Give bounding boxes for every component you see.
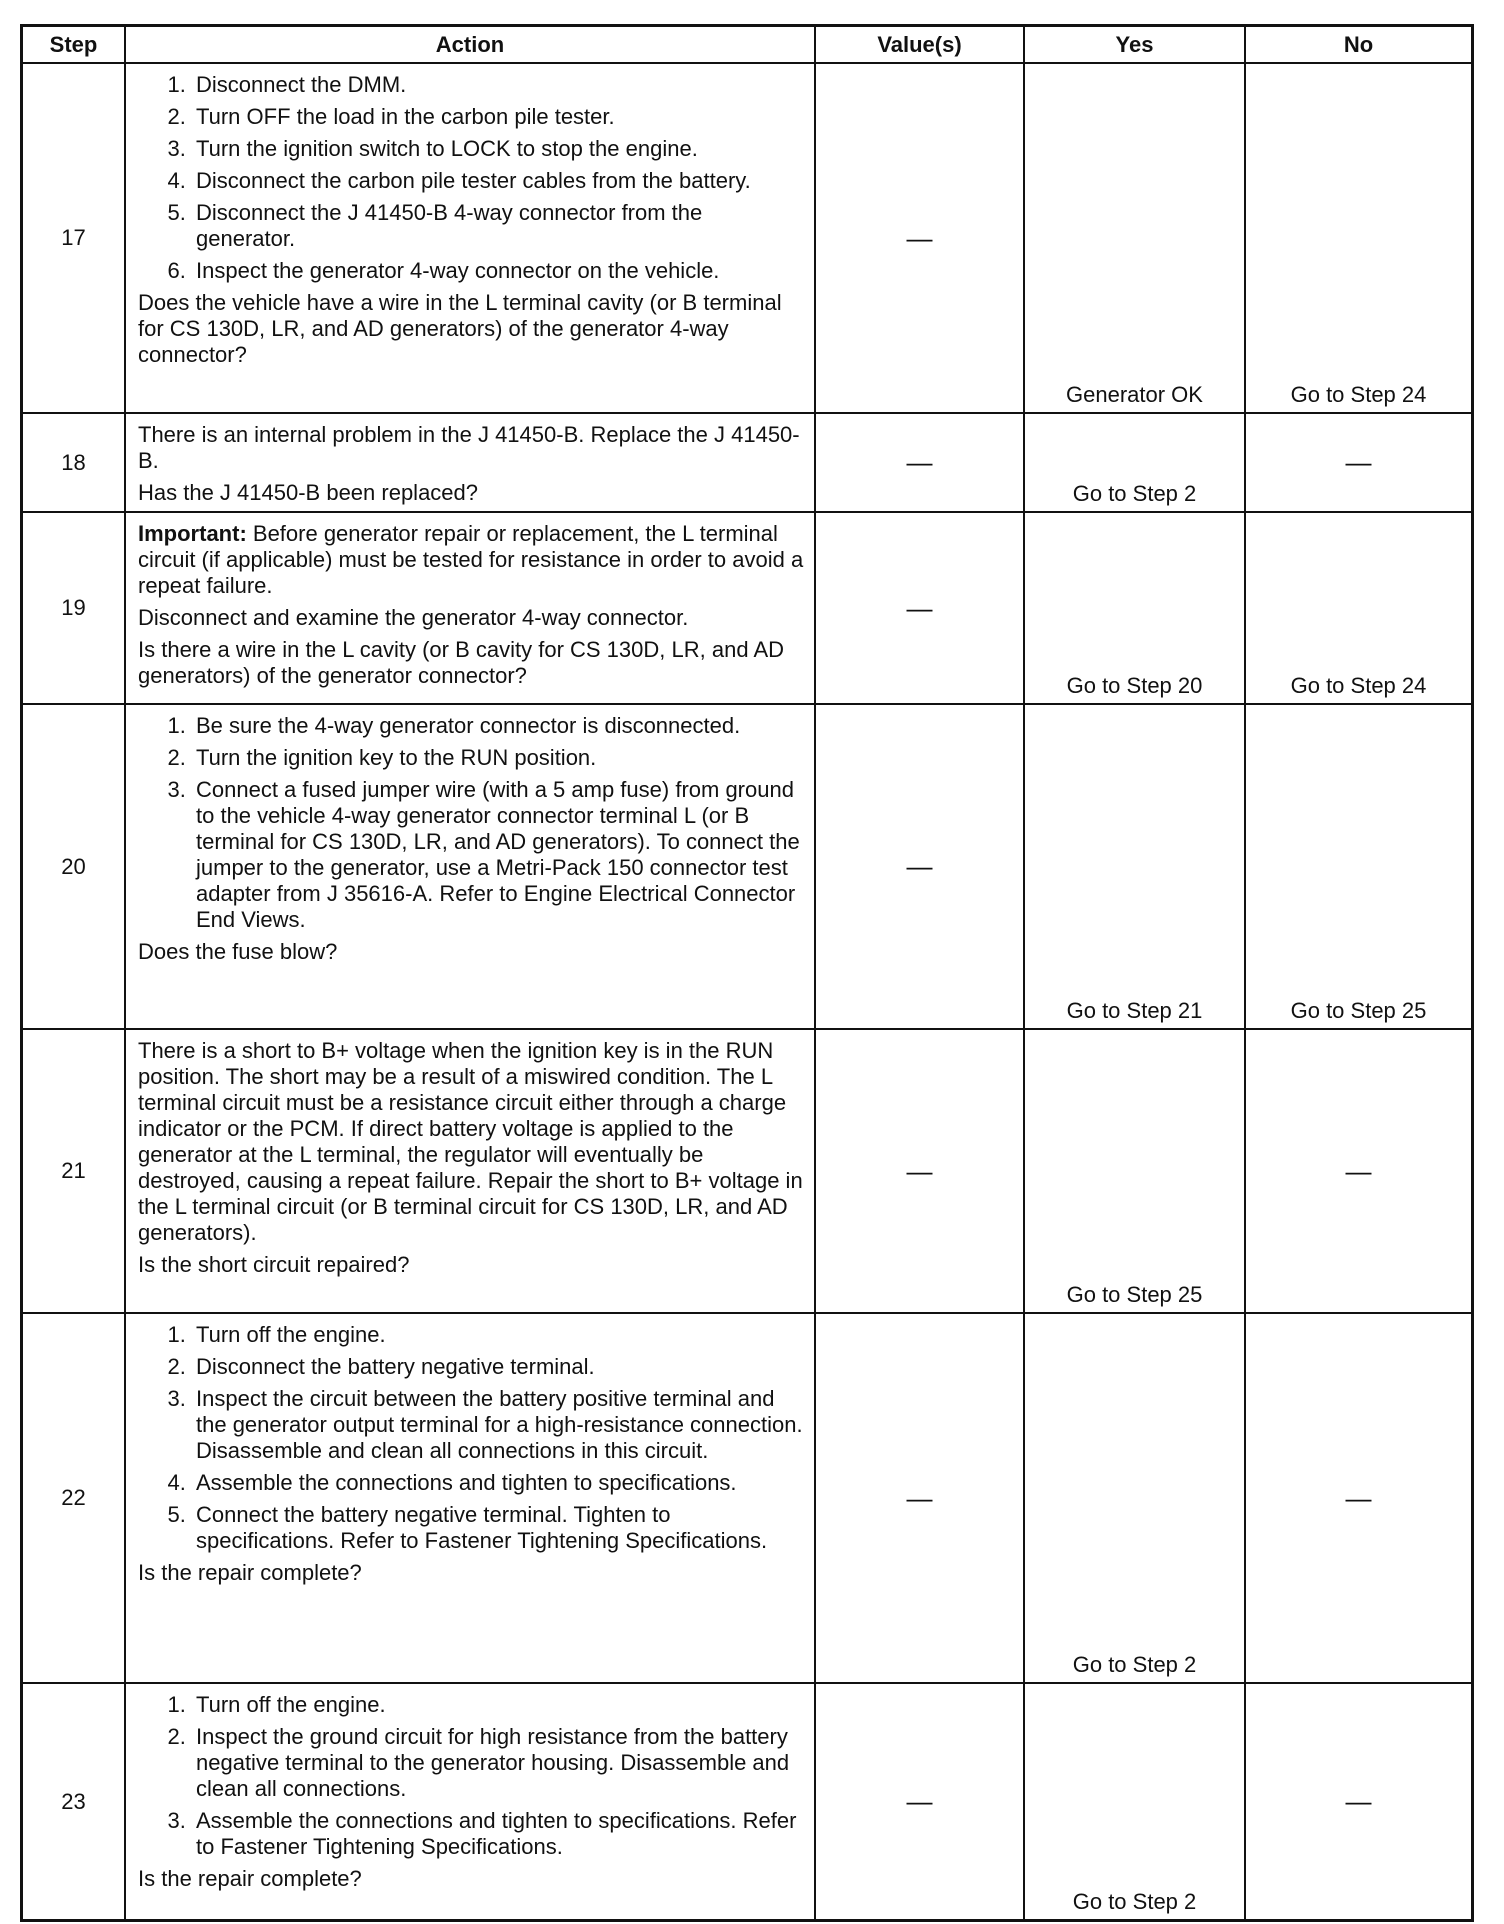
no-cell <box>1246 1030 1471 1312</box>
no-answer: Go to Step 24 <box>1290 673 1427 698</box>
table-row <box>23 705 1471 1030</box>
action-question: Is the repair complete? <box>138 1866 362 1891</box>
action-step: 1. Turn off the engine. <box>192 1322 804 1348</box>
action-question: Is there a wire in the L cavity (or B cavity for CS 130D, LR, and AD generators) of the generator connector? <box>138 637 785 688</box>
header-step: Step <box>23 27 126 62</box>
action-step: 2. Turn the ignition key to the RUN position. <box>192 745 804 771</box>
action-step: 4. Disconnect the carbon pile tester cables from the battery. <box>192 168 804 194</box>
yes-cell <box>1025 1684 1246 1919</box>
important-text: Before generator repair or replacement, the L terminal circuit (if applicable) must be tested for resistance in order to avoid a repeat failure. <box>138 521 804 598</box>
action-step: 2. Disconnect the battery negative terminal. <box>192 1354 804 1380</box>
yes-answer: Go to Step 2 <box>1072 481 1197 506</box>
step-number: 19 <box>23 513 126 703</box>
step-number: 17 <box>23 64 126 412</box>
table-row <box>23 64 1471 414</box>
action-cell <box>126 705 816 1028</box>
action-step: 1. Disconnect the DMM. <box>192 72 804 98</box>
value-cell: — <box>816 64 1025 412</box>
action-step: 2. Inspect the ground circuit for high resistance from the battery negative terminal to the generator housing. Disassemble and clean all connections. <box>192 1724 804 1802</box>
step-number: 18 <box>23 414 126 511</box>
yes-answer: Go to Step 20 <box>1066 673 1203 698</box>
step-number: 21 <box>23 1030 126 1312</box>
action-step: 5. Disconnect the J 41450-B 4-way connector from the generator. <box>192 200 804 252</box>
yes-answer: Go to Step 25 <box>1066 1282 1203 1307</box>
yes-answer: Go to Step 2 <box>1072 1652 1197 1677</box>
action-question: Has the J 41450-B been replaced? <box>138 480 479 505</box>
header-value: Value(s) <box>816 27 1025 62</box>
value-cell: — <box>816 1314 1025 1682</box>
no-answer: — <box>1345 1482 1372 1513</box>
action-cell <box>126 1684 816 1919</box>
value-cell: — <box>816 1030 1025 1312</box>
action-step: 3. Assemble the connections and tighten to specifications. Refer to Fastener Tightening Specifications. <box>192 1808 804 1860</box>
important-note <box>138 521 804 599</box>
no-cell <box>1246 414 1471 511</box>
yes-cell <box>1025 1030 1246 1312</box>
yes-cell <box>1025 513 1246 703</box>
action-question: Does the vehicle have a wire in the L terminal cavity (or B terminal for CS 130D, LR, and AD generators) of the generator 4-way connector? <box>138 290 782 367</box>
action-step: 3. Turn the ignition switch to LOCK to stop the engine. <box>192 136 804 162</box>
table-row <box>23 1684 1471 1919</box>
value-cell: — <box>816 1684 1025 1919</box>
value-cell: — <box>816 414 1025 511</box>
no-cell <box>1246 64 1471 412</box>
step-number: 23 <box>23 1684 126 1919</box>
action-cell <box>126 64 816 412</box>
action-step: 1. Be sure the 4-way generator connector is disconnected. <box>192 713 804 739</box>
important-label: Important: <box>138 521 247 546</box>
action-step: 5. Connect the battery negative terminal. Tighten to specifications. Refer to Fastener Tightening Specifications. <box>192 1502 804 1554</box>
action-paragraph: There is a short to B+ voltage when the ignition key is in the RUN position. The short may be a result of a miswired condition. The L terminal circuit must be a resistance circuit either through a charge indicator or the PCM. If direct battery voltage is applied to the generator at the L terminal, the regulator will eventually be destroyed, causing a repeat failure. Repair the short to B+ voltage in the L terminal circuit (or B terminal circuit for CS 130D, LR, and AD generators). <box>138 1038 803 1245</box>
action-cell <box>126 1314 816 1682</box>
no-answer: — <box>1345 1786 1372 1816</box>
table-row <box>23 1030 1471 1314</box>
step-number: 20 <box>23 705 126 1028</box>
action-paragraph: Disconnect and examine the generator 4-way connector. <box>138 605 689 630</box>
action-cell <box>126 414 816 511</box>
yes-answer: Go to Step 2 <box>1072 1889 1197 1914</box>
yes-cell <box>1025 64 1246 412</box>
action-step: 4. Assemble the connections and tighten to specifications. <box>192 1470 804 1496</box>
yes-answer: Generator OK <box>1066 382 1203 407</box>
action-step: 2. Turn OFF the load in the carbon pile tester. <box>192 104 804 130</box>
header-action: Action <box>126 27 816 62</box>
action-cell <box>126 1030 816 1312</box>
table-header <box>23 27 1471 64</box>
no-answer: — <box>1345 1155 1372 1186</box>
diagnostic-table <box>20 24 1474 1922</box>
table-row <box>23 414 1471 513</box>
header-yes: Yes <box>1025 27 1246 62</box>
no-cell <box>1246 513 1471 703</box>
yes-answer: Go to Step 21 <box>1066 998 1203 1023</box>
yes-cell <box>1025 705 1246 1028</box>
action-question: Is the repair complete? <box>138 1560 362 1585</box>
no-cell <box>1246 1684 1471 1919</box>
no-cell <box>1246 1314 1471 1682</box>
action-step: 6. Inspect the generator 4-way connector on the vehicle. <box>192 258 804 284</box>
action-question: Is the short circuit repaired? <box>138 1252 410 1277</box>
yes-cell <box>1025 1314 1246 1682</box>
action-question: Does the fuse blow? <box>138 939 338 964</box>
action-paragraph: There is an internal problem in the J 41450-B. Replace the J 41450-B. <box>138 422 800 473</box>
action-step: 3. Inspect the circuit between the battery positive terminal and the generator output terminal for a high-resistance connection. Disassemble and clean all connections in this circuit. <box>192 1386 804 1464</box>
action-step: 3. Connect a fused jumper wire (with a 5 amp fuse) from ground to the vehicle 4-way generator connector terminal L (or B terminal for CS 130D, LR, and AD generators). To connect the jumper to the generator, use a Metri-Pack 150 connector test adapter from J 35616-A. Refer to Engine Electrical Connector End Views. <box>192 777 804 933</box>
no-answer: — <box>1345 447 1372 477</box>
table-row <box>23 1314 1471 1684</box>
no-cell <box>1246 705 1471 1028</box>
action-step: 1. Turn off the engine. <box>192 1692 804 1718</box>
value-cell: — <box>816 705 1025 1028</box>
no-answer: Go to Step 24 <box>1290 382 1427 407</box>
header-no: No <box>1343 31 1374 57</box>
yes-cell <box>1025 414 1246 511</box>
step-number: 22 <box>23 1314 126 1682</box>
no-answer: Go to Step 25 <box>1290 998 1427 1023</box>
table-row <box>23 513 1471 705</box>
action-cell <box>126 513 816 703</box>
value-cell: — <box>816 513 1025 703</box>
